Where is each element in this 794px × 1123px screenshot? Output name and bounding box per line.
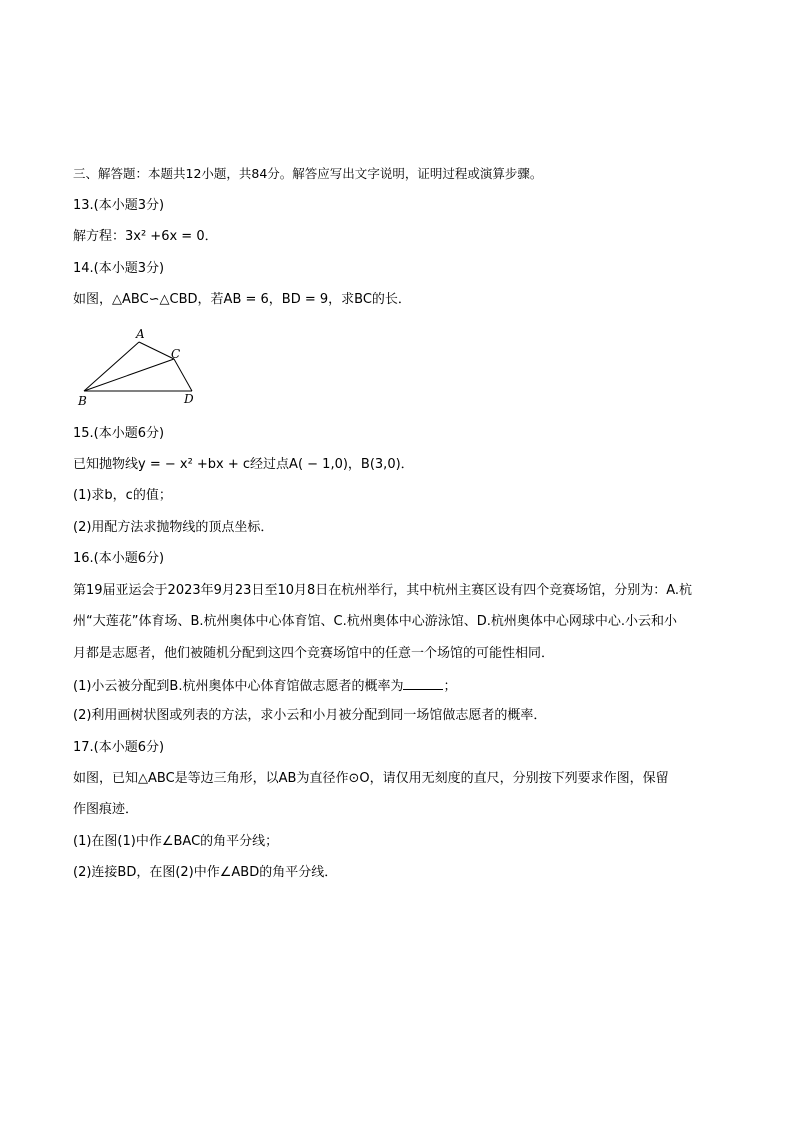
q16-line2: 州“大莲花”体育场、B.杭州奥体中心体育馆、C.杭州奥体中心游泳馆、D.杭州奥体中心网球中心.小云和小	[73, 614, 678, 629]
q13-header: 13.(本小题3分)	[73, 198, 165, 213]
q14-text: 如图，△ABC∽△CBD，若AB = 6，BD = 9，求BC的长．	[73, 292, 411, 307]
q17-part1: (1)在图(1)中作∠BAC的角平分线；	[73, 834, 279, 849]
label-a: A	[136, 327, 145, 341]
segment-ba	[84, 342, 139, 391]
q16-line3: 月都是志愿者，他们被随机分配到这四个竞赛场馆中的任意一个场馆的可能性相同．	[73, 646, 555, 661]
segment-ac	[139, 342, 174, 359]
q15-header: 15.(本小题6分)	[73, 426, 165, 441]
q14-header: 14.(本小题3分)	[73, 261, 165, 276]
label-c: C	[171, 347, 181, 361]
label-d: D	[184, 392, 194, 406]
segment-bc	[84, 359, 174, 391]
q14-figure	[76, 326, 206, 408]
q13-text: 解方程：3x² +6x = 0．	[73, 229, 218, 244]
q16-part1-text: (1)小云被分配到B.杭州奥体中心体育馆做志愿者的概率为	[73, 679, 404, 694]
q17-line2: 作图痕迹．	[73, 802, 139, 817]
label-b: B	[78, 394, 87, 408]
q15-part2: (2)用配方法求抛物线的顶点坐标．	[73, 520, 274, 535]
q16-part1-end: ；	[443, 679, 457, 694]
q16-header: 16.(本小题6分)	[73, 551, 165, 566]
answer-blank[interactable]	[403, 677, 443, 690]
segment-cd	[174, 359, 192, 391]
q17-part2: (2)连接BD，在图(2)中作∠ABD的角平分线．	[73, 865, 338, 880]
section-title: 三、解答题：本题共12小题，共84分。解答应写出文字说明，证明过程或演算步骤。	[73, 166, 543, 181]
q17-header: 17.(本小题6分)	[73, 740, 165, 755]
q16-part1	[73, 677, 456, 695]
triangle-diagram	[76, 326, 206, 408]
q15-part1: (1)求b，c的值；	[73, 488, 172, 503]
q17-line1: 如图，已知△ABC是等边三角形，以AB为直径作⊙O，请仅用无刻度的直尺，分别按下列要求作图，保留	[73, 771, 669, 786]
q16-line1: 第19届亚运会于2023年9月23日至10月8日在杭州举行，其中杭州主赛区设有四个竞赛场馆，分别为：A.杭	[73, 583, 693, 598]
q16-part2: (2)利用画树状图或列表的方法，求小云和小月被分配到同一场馆做志愿者的概率．	[73, 708, 547, 723]
q15-text: 已知抛物线y = − x² +bx + c经过点A( − 1,0)，B(3,0)．	[73, 457, 414, 472]
